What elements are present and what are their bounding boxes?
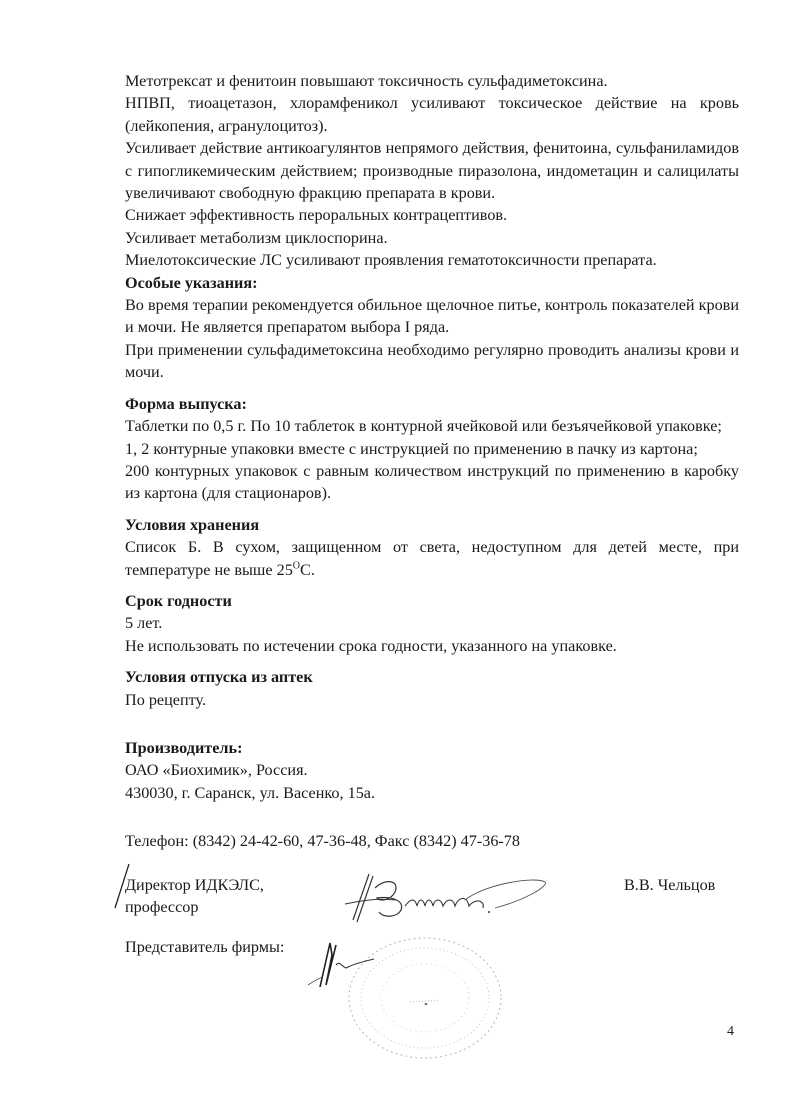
storage-text: Список Б. В сухом, защищенном от света, недоступном для детей месте, при температуре не выше 25 <box>125 538 739 579</box>
shelf-life-paragraph: 5 лет. <box>125 614 163 633</box>
storage-unit: C. <box>300 560 315 579</box>
page-number: 4 <box>727 1024 734 1039</box>
director-title-line2: профессор <box>125 898 199 917</box>
company-stamp-icon <box>340 930 510 1070</box>
release-form-paragraph: 200 контурных упаковок с равным количеством инструкций по применению в каробку из картона (для стационаров). <box>125 461 739 503</box>
special-instructions-heading: Особые указания: <box>125 273 258 292</box>
interaction-paragraph: Миелотоксические ЛС усиливают проявления гематотоксичности препарата. <box>125 251 657 270</box>
release-form-paragraph: Таблетки по 0,5 г. По 10 таблеток в контурной ячейковой или безъячейковой упаковке; <box>125 417 722 436</box>
interaction-paragraph: Усиливает действие антикоагулянтов непрямого действия, фенитоина, сульфаниламидов с гипогликемическим действием; производные пиразолона, индометацин и салицилаты увеличивают свободную фракцию препарата в крови. <box>125 139 739 203</box>
release-form-paragraph: 1, 2 контурные упаковки вместе с инструкцией по применению в пачку из картона; <box>125 439 698 458</box>
director-title <box>125 874 264 919</box>
director-signature-icon <box>335 870 555 930</box>
special-instructions-paragraph: При применении сульфадиметоксина необходимо регулярно проводить анализы крови и мочи. <box>125 340 739 382</box>
shelf-life-heading: Срок годности <box>125 591 232 610</box>
interaction-paragraph: Метотрексат и фенитоин повышают токсичность сульфадиметоксина. <box>125 72 608 90</box>
director-name: В.В. Чельцов <box>624 876 716 894</box>
document-body <box>125 70 739 853</box>
interaction-paragraph: Снижает эффективность пероральных контрацептивов. <box>125 206 508 225</box>
manufacturer-heading: Производитель: <box>125 738 243 757</box>
dispensing-heading: Условия отпуска из аптек <box>125 668 313 687</box>
degree-superscript: O <box>292 560 301 572</box>
shelf-life-paragraph: Не использовать по истечении срока годности, указанного на упаковке. <box>125 636 617 655</box>
interaction-paragraph: Усиливает метаболизм циклоспорина. <box>125 228 388 247</box>
slash-mark-icon <box>112 862 132 912</box>
interaction-paragraph: НПВП, тиоацетазон, хлорамфеникол усиливают токсическое действие на кровь (лейкопения, агранулоцитоз). <box>125 94 739 135</box>
manufacturer-address: 430030, г. Саранск, ул. Васенко, 15а. <box>125 783 376 802</box>
storage-paragraph <box>125 536 739 581</box>
manufacturer-phone: Телефон: (8342) 24-42-60, 47-36-48, Факс (8342) 47-36-78 <box>125 832 520 851</box>
manufacturer-name: ОАО «Биохимик», Россия. <box>125 761 308 780</box>
storage-heading: Условия хранения <box>125 515 260 534</box>
release-form-heading: Форма выпуска: <box>125 394 247 413</box>
director-title-line1: Директор ИДКЭЛС, <box>125 876 264 894</box>
representative-label: Представитель фирмы: <box>125 938 285 956</box>
special-instructions-paragraph: Во время терапии рекомендуется обильное щелочное питье, контроль показателей крови и мочи. Не является препаратом выбора I ряда. <box>125 296 739 337</box>
representative-signature-icon <box>300 935 380 995</box>
dispensing-text: По рецепту. <box>125 690 206 709</box>
